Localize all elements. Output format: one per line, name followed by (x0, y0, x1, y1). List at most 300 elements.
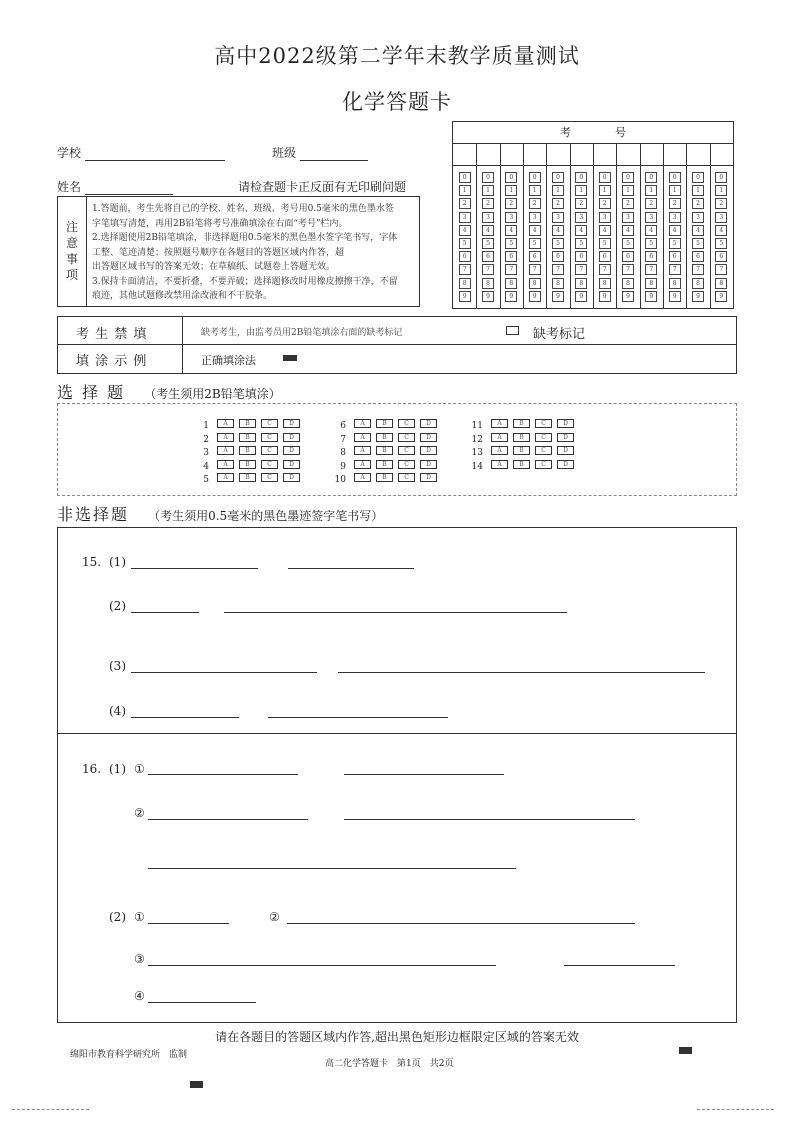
exam-id-bubble[interactable]: 2 (715, 198, 727, 209)
q16-p2-circle-4: ④ (134, 989, 145, 1003)
fill-example-text: 正确填涂法 (201, 354, 256, 367)
exam-id-bubble[interactable]: 1 (645, 185, 657, 196)
exam-id-bubble[interactable]: 1 (692, 185, 704, 196)
exam-id-bubble[interactable]: 2 (482, 198, 494, 209)
mc-option-bubble[interactable]: A (491, 446, 508, 455)
mc-question-number: 3 (203, 448, 209, 458)
exam-id-bubble[interactable]: 8 (529, 278, 541, 289)
exam-id-bubble[interactable]: 3 (459, 212, 471, 223)
exam-id-bubble[interactable]: 7 (482, 264, 494, 275)
exam-id-bubble[interactable]: 6 (529, 251, 541, 262)
absent-mark-box[interactable] (506, 326, 519, 335)
class-input-line[interactable] (300, 146, 368, 161)
notice-line: 出答题区域书写的答案无效；在草稿纸、试题卷上答题无效。 (92, 262, 336, 272)
q16-p2c3-line2[interactable] (564, 965, 675, 966)
mc-option-bubble[interactable]: D (420, 460, 437, 469)
mc-option-bubble[interactable]: C (535, 419, 552, 428)
exam-id-column-divider (523, 143, 524, 308)
mc-question-row (469, 416, 579, 430)
exam-id-bubble[interactable]: 9 (552, 291, 564, 302)
name-label: 姓名 (57, 180, 82, 194)
mc-question-number: 5 (203, 475, 209, 485)
mc-option-bubble[interactable]: B (376, 433, 393, 442)
mc-option-bubble[interactable]: D (283, 460, 300, 469)
exam-id-grid (452, 121, 734, 309)
notice-box (57, 196, 420, 307)
mc-option-bubble[interactable]: B (376, 460, 393, 469)
free-section-header (57, 502, 383, 525)
mc-question-row (332, 430, 442, 444)
mc-question-row (195, 443, 305, 457)
mc-question-number: 12 (471, 434, 483, 445)
mc-section-note: （考生须用2B铅笔填涂） (144, 387, 281, 401)
exam-id-bubble[interactable]: 7 (669, 264, 681, 275)
mc-option-bubble[interactable]: A (354, 460, 371, 469)
exam-id-bubble[interactable]: 2 (575, 198, 587, 209)
mc-option-bubble[interactable]: D (557, 460, 574, 469)
exam-id-bubble[interactable]: 0 (599, 172, 611, 183)
exam-id-bubble[interactable]: 8 (645, 278, 657, 289)
q16-part1-label: (1) (109, 762, 126, 776)
dotted-edge (12, 1109, 89, 1110)
exam-id-column-divider (616, 143, 617, 308)
exam-id-bubble[interactable]: 4 (715, 225, 727, 236)
notice-line: 字笔填写清楚，再用2B铅笔将考号准确填涂在右面“考号”栏内。 (92, 218, 348, 229)
notice-line: 3.保持卡面清洁，不要折叠，不要弄破；选择题修改时用橡皮擦擦干净，不留 (92, 276, 398, 287)
mc-option-bubble[interactable]: B (376, 473, 393, 482)
exam-id-bubble[interactable]: 8 (715, 278, 727, 289)
exam-id-bubble[interactable]: 0 (482, 172, 494, 183)
exam-id-bubble[interactable]: 9 (459, 291, 471, 302)
exam-id-bubble[interactable]: 7 (459, 264, 471, 275)
exam-id-bubble[interactable]: 0 (622, 172, 634, 183)
exam-id-bubble[interactable]: 3 (575, 212, 587, 223)
exam-id-bubble[interactable]: 3 (505, 212, 517, 223)
exam-id-bubble[interactable]: 6 (645, 251, 657, 262)
q15-part2-line2[interactable] (224, 612, 567, 613)
exam-id-bubble[interactable]: 8 (669, 278, 681, 289)
mc-option-bubble[interactable]: C (535, 460, 552, 469)
exam-id-column-divider (686, 143, 687, 308)
mc-option-bubble[interactable]: A (354, 433, 371, 442)
mc-question-row (469, 443, 579, 457)
mc-option-bubble[interactable]: C (535, 446, 552, 455)
mc-option-bubble[interactable]: C (261, 446, 278, 455)
q16-p1c1-line2[interactable] (344, 774, 504, 775)
q15-part3-line2[interactable] (338, 672, 705, 673)
mc-option-bubble[interactable]: B (513, 433, 530, 442)
exam-id-bubble[interactable]: 6 (692, 251, 704, 262)
exam-id-bubble[interactable]: 2 (552, 198, 564, 209)
mc-question-row (332, 443, 442, 457)
exam-id-bubble[interactable]: 3 (692, 212, 704, 223)
mc-question-number: 14 (471, 461, 483, 472)
exam-id-bubble[interactable]: 4 (669, 225, 681, 236)
exam-id-bubble[interactable]: 7 (715, 264, 727, 275)
mc-question-number: 1 (203, 421, 209, 431)
exam-id-header: 考 号 (453, 122, 733, 144)
mc-option-bubble[interactable]: D (557, 419, 574, 428)
exam-id-bubble[interactable]: 3 (482, 212, 494, 223)
notice-label-char: 事 (66, 252, 79, 266)
exam-id-bubble[interactable]: 8 (505, 278, 517, 289)
forbidden-label: 考 生 禁 填 (76, 327, 148, 342)
exam-id-bubble[interactable]: 4 (599, 225, 611, 236)
mc-question-number: 6 (340, 421, 346, 431)
notice-line: 1.答题前，考生先将自己的学校、姓名、班级、考号用0.5毫米的黑色墨水签 (92, 204, 394, 214)
exam-id-bubble[interactable]: 8 (599, 278, 611, 289)
mc-option-bubble[interactable]: A (217, 446, 234, 455)
mc-answer-area (57, 403, 737, 496)
exam-id-bubble[interactable]: 1 (575, 185, 587, 196)
exam-id-bubble[interactable]: 5 (482, 238, 494, 249)
exam-id-bubble[interactable]: 9 (645, 291, 657, 302)
mc-question-number: 10 (334, 475, 346, 485)
exam-id-column-divider (500, 143, 501, 308)
mc-option-bubble[interactable]: B (239, 433, 256, 442)
mc-option-bubble[interactable]: D (420, 473, 437, 482)
exam-id-bubble[interactable]: 5 (692, 238, 704, 249)
exam-id-bubble[interactable]: 9 (692, 291, 704, 302)
exam-id-bubble[interactable]: 1 (599, 185, 611, 196)
page-number: 高二化学答题卡 第1页 共2页 (325, 1059, 454, 1069)
mc-option-bubble[interactable]: D (557, 446, 574, 455)
q16-p2-circle-3: ③ (134, 952, 145, 966)
exam-id-bubble[interactable]: 6 (622, 251, 634, 262)
exam-id-bubble[interactable]: 4 (622, 225, 634, 236)
mc-group (332, 416, 442, 484)
mc-group (195, 416, 305, 484)
exam-id-bubble[interactable]: 9 (505, 291, 517, 302)
exam-id-column-divider (570, 143, 571, 308)
footer-warning: 请在各题目的答题区域内作答,超出黑色矩形边框限定区域的答案无效 (215, 1030, 579, 1044)
exam-id-bubble[interactable]: 0 (459, 172, 471, 183)
q16-p2c3-line1[interactable] (148, 965, 496, 966)
mc-option-bubble[interactable]: B (513, 419, 530, 428)
mc-option-bubble[interactable]: B (239, 460, 256, 469)
exam-id-bubble[interactable]: 4 (645, 225, 657, 236)
exam-id-bubble[interactable]: 2 (459, 198, 471, 209)
exam-id-bubble[interactable]: 1 (459, 185, 471, 196)
mc-option-bubble[interactable]: A (354, 446, 371, 455)
exam-id-columns (453, 143, 733, 308)
q15-part1-line1[interactable] (131, 568, 258, 569)
exam-id-bubble[interactable]: 9 (669, 291, 681, 302)
exam-id-column-divider (663, 143, 664, 308)
q16-part2-label: (2) (109, 910, 126, 924)
exam-id-bubble[interactable]: 5 (552, 238, 564, 249)
q16-p1c1-line1[interactable] (148, 774, 298, 775)
exam-id-bubble[interactable]: 0 (505, 172, 517, 183)
notice-line: 2.选择题使用2B铅笔填涂，非选择题用0.5毫米的黑色墨水签字笔书写，字体 (92, 233, 398, 243)
mc-question-row (195, 470, 305, 484)
exam-id-bubble[interactable]: 4 (529, 225, 541, 236)
exam-id-bubble[interactable]: 6 (459, 251, 471, 262)
filled-bubble-example (283, 355, 297, 361)
q15-part4-line2[interactable] (268, 717, 448, 718)
exam-id-bubble[interactable]: 6 (482, 251, 494, 262)
exam-id-bubble[interactable]: 0 (529, 172, 541, 183)
exam-id-bubble[interactable]: 7 (505, 264, 517, 275)
exam-id-bubble[interactable]: 0 (575, 172, 587, 183)
school-input-line[interactable] (85, 146, 225, 161)
exam-id-bubble[interactable]: 3 (599, 212, 611, 223)
exam-id-bubble[interactable]: 0 (715, 172, 727, 183)
exam-id-bubble[interactable]: 5 (599, 238, 611, 249)
exam-id-bubble[interactable]: 6 (715, 251, 727, 262)
timing-mark (679, 1047, 692, 1054)
exam-id-bubble[interactable]: 3 (529, 212, 541, 223)
q15-part2-label: (2) (109, 599, 126, 613)
mc-option-bubble[interactable]: D (420, 419, 437, 428)
exam-id-bubble[interactable]: 8 (575, 278, 587, 289)
absent-mark-label: 缺考标记 (533, 327, 586, 342)
exam-id-bubble[interactable]: 8 (622, 278, 634, 289)
q15-part2-line1[interactable] (131, 612, 199, 613)
mc-option-bubble[interactable]: A (217, 473, 234, 482)
mc-section-title: 选 择 题 (57, 383, 126, 402)
mc-option-bubble[interactable]: B (513, 446, 530, 455)
exam-id-bubble[interactable]: 6 (669, 251, 681, 262)
exam-id-bubble[interactable]: 3 (645, 212, 657, 223)
mc-option-bubble[interactable]: C (261, 473, 278, 482)
mc-option-bubble[interactable]: D (283, 446, 300, 455)
exam-id-bubble[interactable]: 5 (645, 238, 657, 249)
exam-id-bubble[interactable]: 2 (599, 198, 611, 209)
q15-part4-label: (4) (109, 704, 126, 718)
mc-option-bubble[interactable]: A (217, 433, 234, 442)
exam-id-bubble[interactable]: 9 (575, 291, 587, 302)
exam-id-bubble[interactable]: 1 (622, 185, 634, 196)
exam-id-bubble[interactable]: 1 (529, 185, 541, 196)
exam-id-column-divider (593, 143, 594, 308)
exam-id-bubble[interactable]: 9 (482, 291, 494, 302)
mc-option-bubble[interactable]: D (557, 433, 574, 442)
class-field[interactable] (272, 144, 368, 161)
mc-option-bubble[interactable]: B (239, 446, 256, 455)
mc-option-bubble[interactable]: B (239, 419, 256, 428)
mc-option-bubble[interactable]: D (420, 446, 437, 455)
notice-label-char: 注 (66, 220, 79, 234)
q16-p1c2-line1[interactable] (148, 819, 308, 820)
exam-id-bubble[interactable]: 8 (482, 278, 494, 289)
exam-id-bubble[interactable]: 6 (505, 251, 517, 262)
q15-part3-line1[interactable] (131, 672, 317, 673)
mc-option-bubble[interactable]: D (283, 433, 300, 442)
q16-circle-2: ② (134, 806, 145, 820)
name-field[interactable] (57, 178, 173, 195)
mc-question-number: 8 (340, 448, 346, 458)
notice-line: 痕迹，其他试题修改禁用涂改液和不干胶条。 (92, 291, 273, 301)
exam-id-bubble[interactable]: 7 (575, 264, 587, 275)
mc-question-row (195, 430, 305, 444)
exam-id-bubble[interactable]: 5 (622, 238, 634, 249)
exam-id-bubble[interactable]: 4 (692, 225, 704, 236)
exam-id-bubble[interactable]: 7 (529, 264, 541, 275)
timing-mark (190, 1081, 203, 1088)
exam-id-bubble[interactable]: 9 (599, 291, 611, 302)
notice-text (92, 202, 414, 304)
mc-group (469, 416, 579, 470)
exam-id-bubble[interactable]: 7 (552, 264, 564, 275)
q16-circle-1: ① (134, 762, 145, 776)
exam-id-column-divider (476, 143, 477, 308)
exam-id-bubble[interactable]: 4 (552, 225, 564, 236)
exam-id-bubble[interactable]: 5 (529, 238, 541, 249)
forbidden-text: 缺考考生，由监考员用2B铅笔填涂右面的缺考标记 (201, 328, 403, 338)
mc-option-bubble[interactable]: C (261, 460, 278, 469)
exam-title: 高中2022级第二学年末教学质量测试 (214, 44, 580, 68)
mc-option-bubble[interactable]: B (239, 473, 256, 482)
mc-question-number: 13 (471, 448, 483, 458)
exam-id-bubble[interactable]: 3 (622, 212, 634, 223)
exam-id-bubble[interactable]: 7 (692, 264, 704, 275)
exam-id-bubble[interactable]: 1 (505, 185, 517, 196)
free-section-note: （考生须用0.5毫米的黑色墨迹签字笔书写） (148, 509, 384, 523)
q15-part1-line2[interactable] (288, 568, 414, 569)
exam-id-bubble[interactable]: 2 (692, 198, 704, 209)
exam-id-bubble[interactable]: 7 (622, 264, 634, 275)
exam-id-bubble[interactable]: 5 (505, 238, 517, 249)
exam-id-bubble[interactable]: 2 (529, 198, 541, 209)
mc-section-header (57, 380, 281, 403)
exam-id-bubble[interactable]: 9 (715, 291, 727, 302)
status-box (57, 316, 737, 374)
q16-p2c2-line[interactable] (287, 923, 635, 924)
exam-id-bubble[interactable]: 0 (552, 172, 564, 183)
exam-id-bubble[interactable]: 8 (692, 278, 704, 289)
exam-id-bubble[interactable]: 4 (505, 225, 517, 236)
mc-option-bubble[interactable]: C (398, 433, 415, 442)
mc-option-bubble[interactable]: B (376, 419, 393, 428)
notice-line: 工整、笔迹清楚；按照题号顺序在各题目的答题区域内作答，超 (92, 247, 345, 258)
mc-question-number: 4 (203, 461, 209, 472)
mc-question-row (195, 457, 305, 471)
mc-option-bubble[interactable]: D (420, 433, 437, 442)
exam-id-bubble[interactable]: 0 (645, 172, 657, 183)
school-label: 学校 (57, 146, 82, 160)
exam-id-bubble[interactable]: 5 (715, 238, 727, 249)
notice-label-cell (58, 197, 87, 306)
q16-p2-circle-1: ① (134, 910, 145, 924)
school-field[interactable] (57, 144, 225, 161)
exam-id-bubble[interactable]: 6 (552, 251, 564, 262)
mc-question-number: 11 (471, 421, 483, 431)
mc-option-bubble[interactable]: A (354, 473, 371, 482)
mc-option-bubble[interactable]: D (283, 419, 300, 428)
mc-option-bubble[interactable]: C (261, 433, 278, 442)
exam-id-bubble[interactable]: 4 (459, 225, 471, 236)
q15-part1-label: (1) (109, 555, 126, 569)
exam-id-bubble[interactable]: 4 (482, 225, 494, 236)
fill-example-label: 填 涂 示 例 (76, 354, 148, 369)
q16-p1c2-line2[interactable] (344, 819, 635, 820)
q16-number: 16. (82, 762, 102, 776)
exam-id-bubble[interactable]: 1 (715, 185, 727, 196)
mc-option-bubble[interactable]: A (491, 419, 508, 428)
exam-id-bubble[interactable]: 9 (529, 291, 541, 302)
notice-label-char: 项 (66, 268, 79, 282)
class-label: 班级 (272, 146, 297, 160)
exam-id-bubble[interactable]: 7 (645, 264, 657, 275)
exam-id-bubble[interactable]: 5 (575, 238, 587, 249)
mc-option-bubble[interactable]: A (217, 419, 234, 428)
mc-option-bubble[interactable]: C (398, 446, 415, 455)
mc-option-bubble[interactable]: A (217, 460, 234, 469)
notice-label-char: 意 (66, 236, 79, 250)
exam-id-bubble[interactable]: 1 (669, 185, 681, 196)
exam-id-column-divider (710, 143, 711, 308)
mc-question-number: 2 (203, 434, 209, 445)
q16-p2c1-line[interactable] (148, 923, 229, 924)
q16-p2-circle-2: ② (269, 910, 280, 924)
mc-option-bubble[interactable]: C (398, 419, 415, 428)
exam-id-bubble[interactable]: 2 (669, 198, 681, 209)
mc-option-bubble[interactable]: B (513, 460, 530, 469)
q16-p2c4-line[interactable] (148, 1002, 256, 1003)
mc-option-bubble[interactable]: C (398, 473, 415, 482)
free-answer-box (57, 527, 737, 1023)
exam-id-bubble[interactable]: 5 (459, 238, 471, 249)
publisher: 绵阳市教育科学研究所 监制 (70, 1050, 188, 1060)
mc-question-row (332, 470, 442, 484)
exam-id-bubble[interactable]: 2 (622, 198, 634, 209)
exam-id-bubble[interactable]: 8 (459, 278, 471, 289)
q15-number: 15. (82, 555, 102, 569)
check-note: 请检查题卡正反面有无印刷问题 (238, 180, 407, 194)
mc-option-bubble[interactable]: C (261, 419, 278, 428)
exam-id-bubble[interactable]: 6 (599, 251, 611, 262)
exam-id-bubble[interactable]: 3 (669, 212, 681, 223)
exam-id-column-divider (640, 143, 641, 308)
exam-id-bubble[interactable]: 3 (715, 212, 727, 223)
exam-id-bubble[interactable]: 5 (669, 238, 681, 249)
exam-id-bubble[interactable]: 8 (552, 278, 564, 289)
mc-question-row (469, 430, 579, 444)
mc-option-bubble[interactable]: A (491, 433, 508, 442)
mc-question-row (469, 457, 579, 471)
q16-p1c2-line3[interactable] (148, 868, 516, 869)
exam-id-bubble[interactable]: 4 (575, 225, 587, 236)
mc-option-bubble[interactable]: A (491, 460, 508, 469)
mc-question-number: 9 (340, 461, 346, 472)
exam-id-bubble[interactable]: 6 (575, 251, 587, 262)
exam-id-bubble[interactable]: 1 (482, 185, 494, 196)
exam-id-bubble[interactable]: 0 (692, 172, 704, 183)
q15-part3-label: (3) (109, 659, 126, 673)
exam-id-bubble[interactable]: 9 (622, 291, 634, 302)
exam-id-bubble[interactable]: 1 (552, 185, 564, 196)
exam-id-bubble[interactable]: 0 (669, 172, 681, 183)
q15-part4-line1[interactable] (131, 717, 239, 718)
exam-id-bubble[interactable]: 2 (505, 198, 517, 209)
mc-question-number: 7 (340, 434, 346, 445)
mc-option-bubble[interactable]: C (535, 433, 552, 442)
dotted-edge (697, 1109, 774, 1110)
answer-card-title: 化学答题卡 (342, 90, 452, 114)
exam-id-bubble[interactable]: 7 (599, 264, 611, 275)
mc-option-bubble[interactable]: B (376, 446, 393, 455)
mc-question-row (195, 416, 305, 430)
exam-id-bubble[interactable]: 2 (645, 198, 657, 209)
mc-option-bubble[interactable]: D (283, 473, 300, 482)
name-input-line[interactable] (85, 180, 173, 195)
free-section-title: 非选择题 (57, 505, 130, 524)
mc-option-bubble[interactable]: C (398, 460, 415, 469)
mc-option-bubble[interactable]: A (354, 419, 371, 428)
exam-id-bubble[interactable]: 3 (552, 212, 564, 223)
mc-question-row (332, 457, 442, 471)
